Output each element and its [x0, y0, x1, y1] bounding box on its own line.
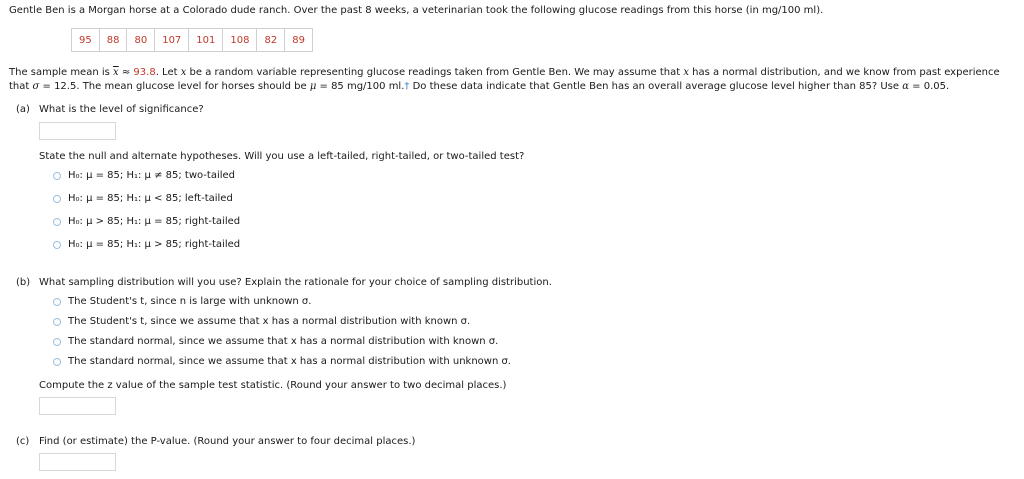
reading-cell: 107 [155, 29, 189, 52]
intro-text: Gentle Ben is a Morgan horse at a Colorado dude ranch. Over the past 8 weeks, a veterinarian took the following glucose readings from this horse (in mg/100 ml). [9, 5, 824, 16]
distribution-option-2[interactable]: The Student's t, since we assume that x has a normal distribution with known σ. [53, 316, 470, 327]
distribution-option-3[interactable]: The standard normal, since we assume that x has a normal distribution with known σ. [53, 336, 498, 347]
part-c-question: Find (or estimate) the P-value. (Round your answer to four decimal places.) [39, 436, 416, 447]
reading-cell: 89 [285, 29, 313, 52]
radio-icon[interactable] [53, 338, 61, 346]
hypotheses-prompt: State the null and alternate hypotheses. Will you use a left-tailed, right-tailed, or two-tailed test? [39, 151, 525, 162]
significance-level-input[interactable] [39, 122, 116, 140]
z-value-input[interactable] [39, 397, 116, 415]
reading-cell: 80 [127, 29, 155, 52]
hypothesis-option-1[interactable]: H₀: μ = 85; H₁: μ ≠ 85; two-tailed [53, 170, 235, 181]
reading-cell: 82 [257, 29, 285, 52]
footnote-dagger[interactable]: † [404, 81, 410, 92]
glucose-readings-table [71, 28, 313, 52]
radio-icon[interactable] [53, 172, 61, 180]
radio-icon[interactable] [53, 358, 61, 366]
hypothesis-option-2[interactable]: H₀: μ = 85; H₁: μ < 85; left-tailed [53, 193, 233, 204]
z-value-prompt: Compute the z value of the sample test statistic. (Round your answer to two decimal places.) [39, 380, 507, 391]
distribution-option-4[interactable]: The standard normal, since we assume that x has a normal distribution with unknown σ. [53, 356, 511, 367]
radio-icon[interactable] [53, 241, 61, 249]
sample-mean-value: 93.8 [133, 67, 156, 78]
hypothesis-option-4[interactable]: H₀: μ = 85; H₁: μ > 85; right-tailed [53, 239, 240, 250]
part-a-label: (a) [16, 104, 30, 115]
reading-cell: 95 [72, 29, 100, 52]
part-b-label: (b) [16, 277, 31, 288]
radio-icon[interactable] [53, 195, 61, 203]
p-value-input[interactable] [39, 453, 116, 471]
radio-icon[interactable] [53, 218, 61, 226]
reading-cell: 108 [223, 29, 257, 52]
problem-paragraph-line-2: that σ = 12.5. The mean glucose level for horses should be μ = 85 mg/100 ml.† Do these data indicate that Gentle Ben has an overall average glucose level higher than 85? Use α = 0.05. [9, 81, 950, 92]
part-c-label: (c) [16, 436, 30, 447]
reading-cell: 101 [189, 29, 223, 52]
radio-icon[interactable] [53, 298, 61, 306]
hypothesis-option-3[interactable]: H₀: μ > 85; H₁: μ = 85; right-tailed [53, 216, 240, 227]
reading-cell: 88 [99, 29, 127, 52]
distribution-option-1[interactable]: The Student's t, since n is large with unknown σ. [53, 296, 311, 307]
problem-paragraph-line-1: The sample mean is $\overline{x} \approx 93.8$. Let x be a random variable representing glucose readings taken from Gentle Ben. We may assume that x has a normal distribution, and we know from past experience [9, 67, 1000, 78]
radio-icon[interactable] [53, 318, 61, 326]
part-b-question: What sampling distribution will you use? Explain the rationale for your choice of sampling distribution. [39, 277, 552, 288]
part-a-question: What is the level of significance? [39, 104, 204, 115]
